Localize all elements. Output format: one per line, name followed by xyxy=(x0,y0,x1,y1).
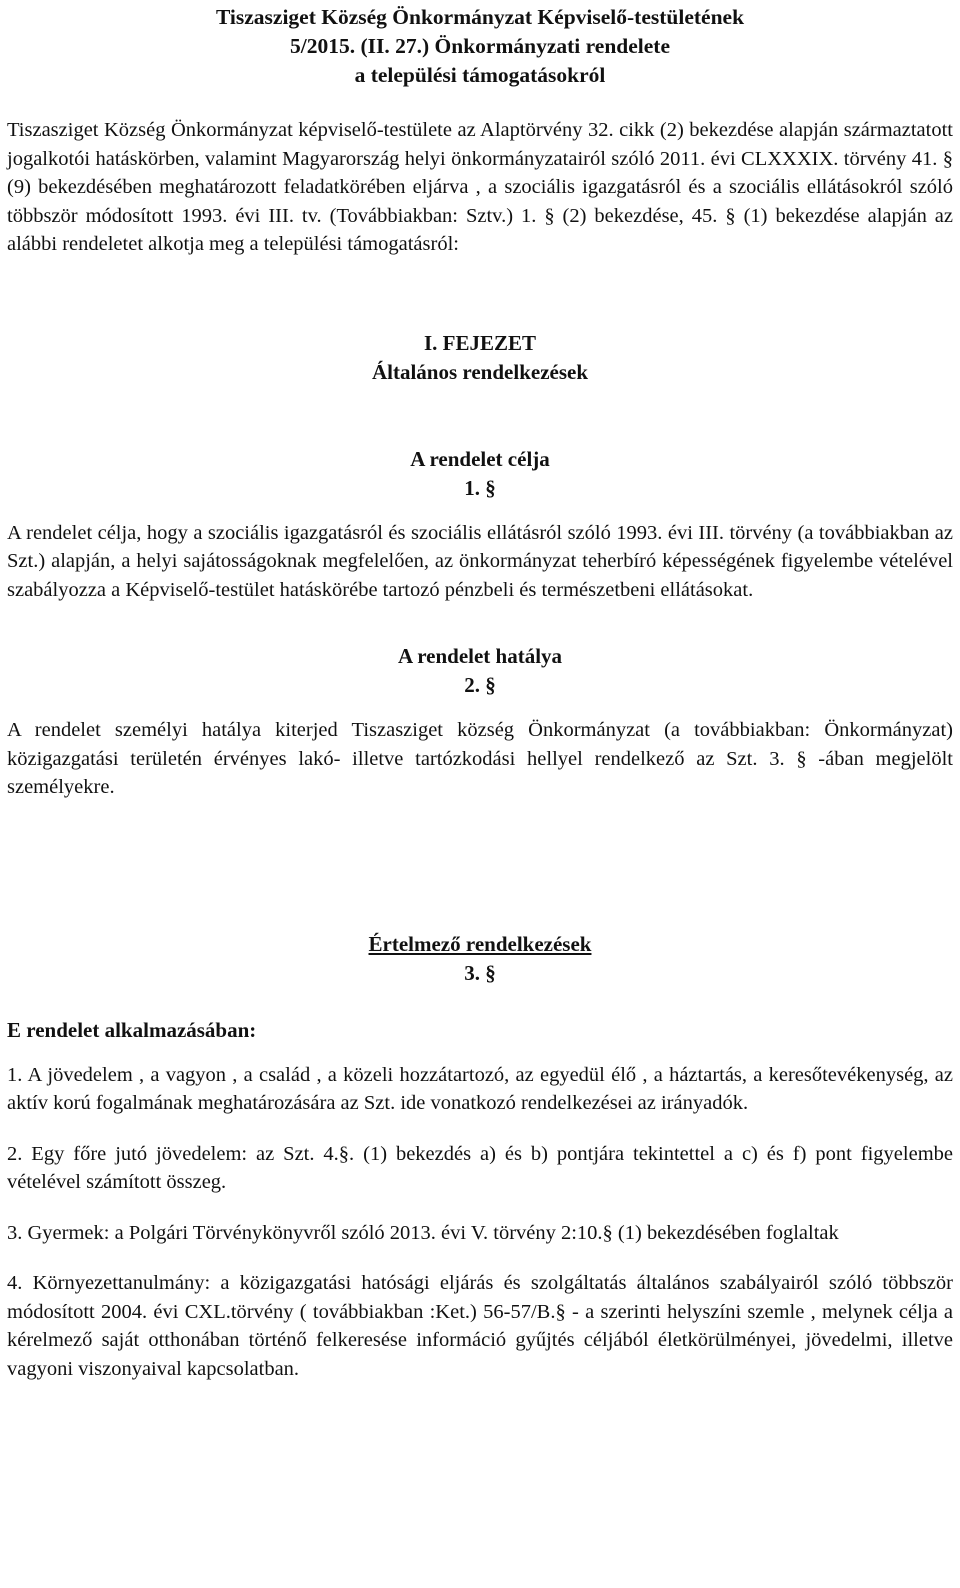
section-3-number: 3. § xyxy=(464,960,496,985)
section-1-text: A rendelet célja, hogy a szociális igazgatásról és szociális ellátásról szóló 1993. évi III. törvény (a továbbiakban az Szt.) alapján, a helyi sajátosságoknak megfelelően, az önkormányzat teherbíró képességének figyelembe vételével szabályozza a Képviselő-testület hatáskörébe tartozó pénzbeli és természetbeni ellátásokat. xyxy=(7,521,953,601)
section-2-number: 2. § xyxy=(464,673,496,697)
section-2-text: A rendelet személyi hatálya kiterjed Tiszasziget község Önkormányzat (a továbbiakban: Önkormányzat) közigazgatási területén érvényes lakó- illetve tartózkodási hellyel rendelkező az Szt. 3. § -ában megjelölt személyekre. xyxy=(7,719,953,798)
definition-item-1: 1. A jövedelem , a vagyon , a család , a közeli hozzátartozó, az egyedül élő , a háztartás, a keresőtevékenység, az aktív korú fogalmának meghatározására az Szt. ide vonatkozó rendelkezései az irányadók. xyxy=(7,1063,953,1114)
definition-item-2: 2. Egy főre jutó jövedelem: az Szt. 4.§. (1) bekezdés a) és b) pontjára tekintettel a c) és f) pont figyelembe vételével számított összeg. xyxy=(7,1142,953,1193)
preamble-paragraph: Tiszasziget Község Önkormányzat képviselő-testülete az Alaptörvény 32. cikk (2) bekezdése alapján származtatott jogalkotói hatáskörben, valamint Magyarország helyi önkormányzatairól szóló 2011. évi CLXXXIX. törvény 41. § (9) bekezdésében meghatározott feladatkörében eljárva , a szociális igazgatásról és a szociális ellátásokról szóló többször módosított 1993. évi III. tv. (Továbbiakban: Sztv.) 1. § (2) bekezdése, 45. § (1) bekezdése alapján az alábbi rendeletet alkotja meg a települési támogatásról: xyxy=(7,119,953,255)
section-3-heading: Értelmező rendelkezések xyxy=(368,931,592,956)
chapter-title: Általános rendelkezések xyxy=(371,359,589,384)
section-3-intro: E rendelet alkalmazásában: xyxy=(7,1017,257,1042)
title-line-3: a települési támogatásokról xyxy=(354,63,606,87)
title-line-1: Tiszasziget Község Önkormányzat Képviselő-testületének xyxy=(215,5,745,29)
definition-item-3: 3. Gyermek: a Polgári Törvénykönyvről szóló 2013. évi V. törvény 2:10.§ (1) bekezdésében foglaltak xyxy=(7,1221,839,1244)
section-2-heading: A rendelet hatálya xyxy=(397,644,563,668)
document-title xyxy=(7,3,953,90)
section-1-heading: A rendelet célja xyxy=(410,446,550,471)
definition-item-4: 4. Környezettanulmány: a közigazgatási hatósági eljárás és szolgáltatás általános szabályairól szóló többször módosított 2004. évi CXL.törvény ( továbbiakban :Ket.) 56-57/B.§ - a szerinti helyszíni szemle , melynek célja a kérelmező saját otthonában történő felkeresése információ gyűjtés céljából életkörülményei, jövedelmi, illetve vagyoni viszonyaival kapcsolatban. xyxy=(7,1272,953,1380)
document-page xyxy=(0,3,960,1588)
title-line-2: 5/2015. (II. 27.) Önkormányzati rendelete xyxy=(290,34,670,58)
chapter-number: I. FEJEZET xyxy=(423,330,537,355)
section-1-number: 1. § xyxy=(464,475,496,500)
